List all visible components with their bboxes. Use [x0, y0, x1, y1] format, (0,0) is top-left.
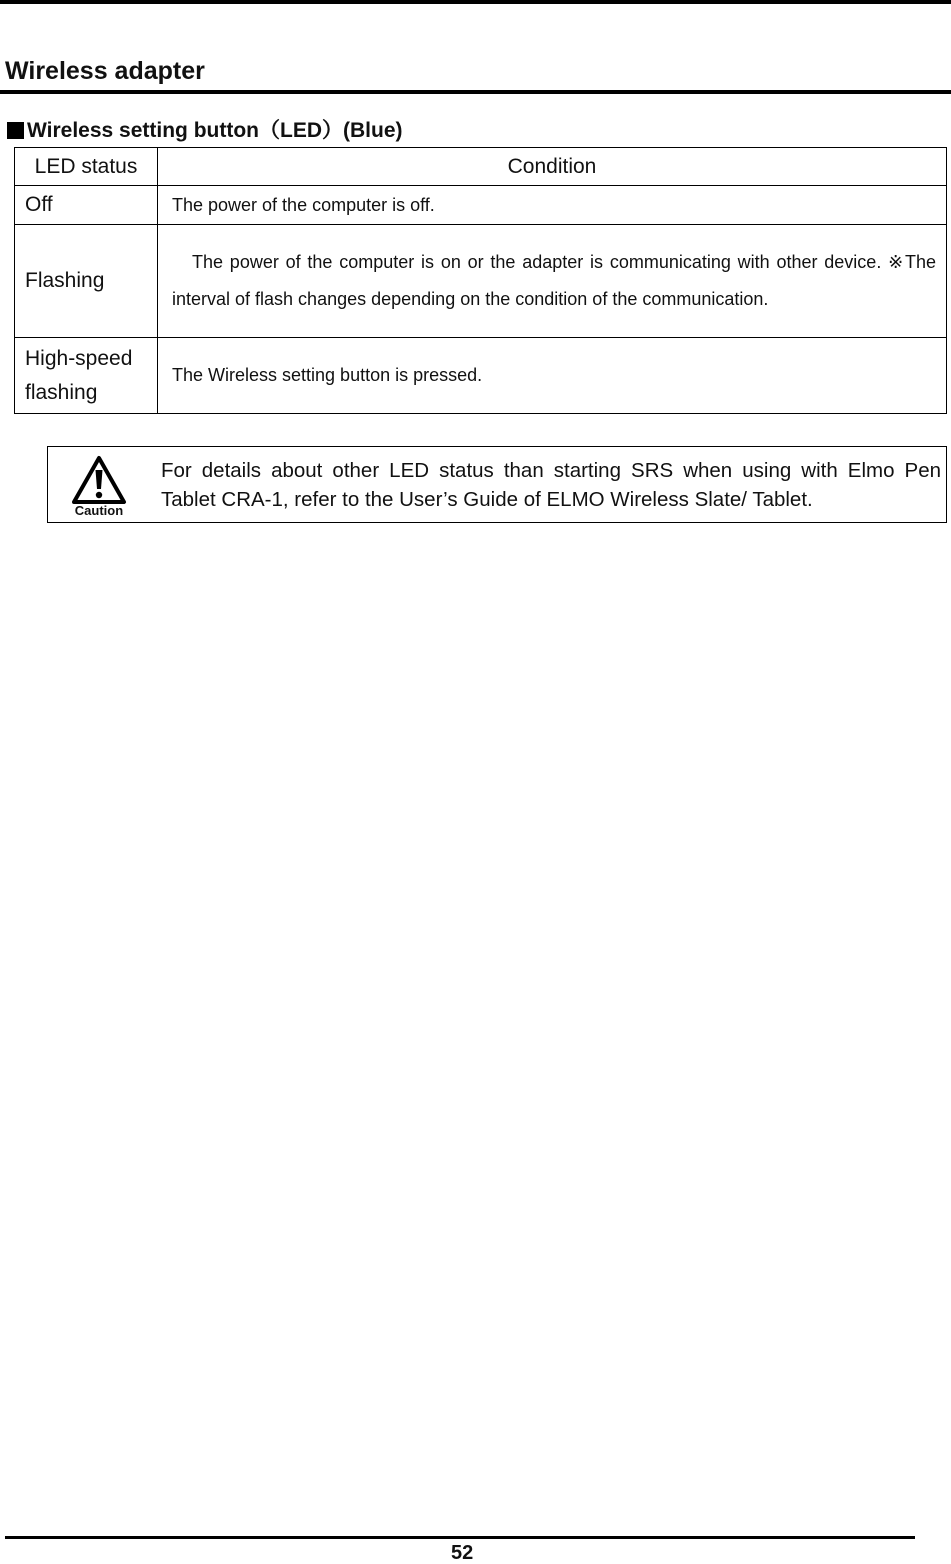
header-led-status: LED status [15, 148, 158, 186]
caution-badge [63, 453, 135, 519]
warning-triangle-icon [71, 455, 127, 505]
status-cell: Flashing [15, 225, 158, 338]
condition-cell: The Wireless setting button is pressed. [158, 338, 947, 414]
caution-label: Caution [74, 503, 124, 518]
top-rule [0, 0, 951, 4]
section-rule [0, 90, 951, 94]
page-number: 52 [451, 1542, 474, 1564]
table-row [15, 338, 947, 414]
table-row [15, 225, 947, 338]
caution-box [47, 446, 947, 523]
status-cell: Off [15, 186, 158, 225]
section-title: Wireless adapter [5, 57, 205, 85]
caution-text: For details about other LED status than starting SRS when using with Elmo Pen Tablet CRA-1, refer to the User’s Guide of ELMO Wireless Slate/ Tablet. [161, 459, 941, 511]
footer-rule [5, 1536, 915, 1539]
condition-cell: The power of the computer is off. [158, 186, 947, 225]
subsection-heading [7, 117, 403, 145]
table-row [15, 186, 947, 225]
led-status-table [14, 147, 947, 414]
header-condition: Condition [158, 148, 947, 186]
square-bullet-icon [7, 122, 24, 139]
condition-cell: The power of the computer is on or the adapter is communicating with other device. ※The interval of flash changes depending on the condition of the communication. [158, 225, 947, 338]
status-cell: High-speed flashing [15, 338, 158, 414]
subsection-title: Wireless setting button（LED）(Blue) [27, 119, 403, 142]
table-header-row [15, 148, 947, 186]
